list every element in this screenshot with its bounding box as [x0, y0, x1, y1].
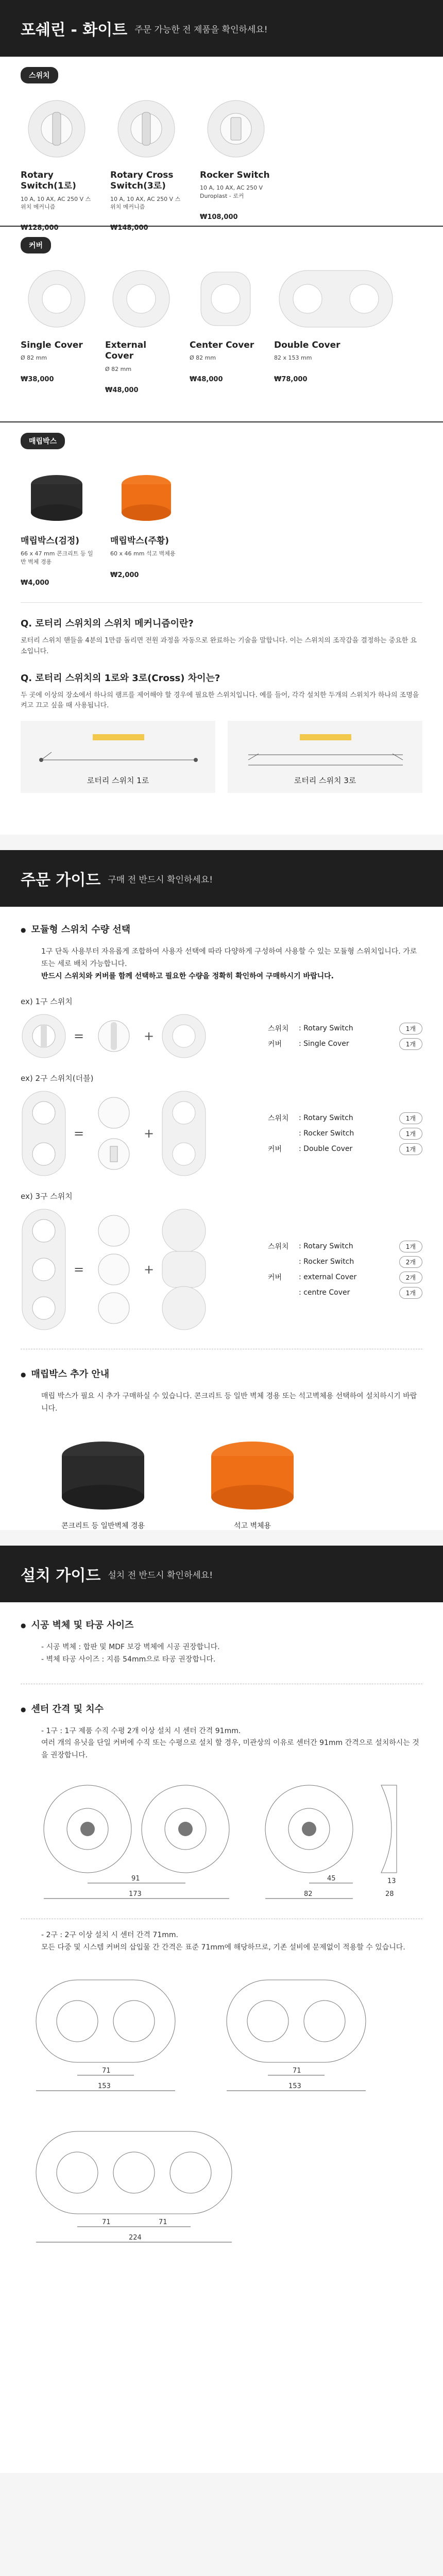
svg-text:45: 45	[327, 1874, 336, 1883]
product-rotary-cross-switch: Rotary Cross Switch(3로) 10 A, 10 AX, AC 250 V 스위치 메커니즘 ₩148,000	[110, 93, 185, 232]
product-center-cover: Center Cover Ø 82 mm ₩48,000	[190, 263, 262, 394]
svg-text:71: 71	[102, 2066, 111, 2075]
example-3-title: ex) 3구 스위치	[21, 1192, 73, 1201]
faq-a1: 로터리 스위치 핸들을 4분의 1만큼 돌리면 전원 과정을 자동으로 완료하는 기술을 말합니다. 이는 스위치의 조작감을 결정하는 중요한 요소입니다.	[21, 637, 417, 655]
order-guide-title: 주문 가이드	[21, 871, 101, 889]
dimension-drawing-3	[21, 2116, 422, 2250]
example-1: = + 스위치 : Rotary Switch 1개 커버 : Single Cover 1개	[21, 1013, 422, 1059]
svg-text:71: 71	[102, 2218, 111, 2226]
black-box-card: 콘크리트 등 일반벽체 경용	[41, 1428, 165, 1531]
order-guide-subtitle: 구매 전 반드시 확인하세요!	[108, 874, 213, 885]
product-single-cover: Single Cover Ø 82 mm ₩38,000	[21, 263, 93, 394]
orange-box-image	[110, 459, 182, 531]
install-guide-subtitle: 설치 전 반드시 확인하세요!	[108, 1570, 213, 1581]
product-double-cover: Double Cover 82 x 153 mm ₩78,000	[274, 263, 398, 394]
box-label: 매립박스	[21, 433, 65, 449]
install-guide-title: 설치 가이드	[21, 1567, 101, 1585]
svg-text:173: 173	[129, 1890, 142, 1898]
order-guide-section	[0, 907, 443, 1530]
single-cover-image	[21, 263, 93, 335]
dimension-drawing-1	[21, 1772, 422, 1906]
example-2-title: ex) 2구 스위치(더블)	[21, 1074, 94, 1083]
module-text: 1구 단독 사용부터 자유롭게 조합하여 사용자 선택에 따라 다양하게 구성하여 사용할 수 있는 모듈형 스위치입니다. 가로 또는 세로 배치 가능합니다.	[41, 947, 417, 968]
switch-section	[0, 57, 443, 232]
wall-heading: ● 시공 벽체 및 타공 사이즈	[21, 1618, 422, 1631]
double-cover-image	[274, 263, 398, 335]
page-title: 포쉐린 - 화이트	[21, 21, 128, 39]
orange-box-card: 석고 벽체용	[191, 1428, 314, 1531]
header-band	[0, 0, 443, 57]
box-heading: ● 매립박스 추가 안내	[21, 1367, 422, 1380]
svg-text:153: 153	[98, 2082, 111, 2090]
box-section	[0, 422, 443, 835]
center-heading: ● 센터 간격 및 치수	[21, 1702, 422, 1715]
example-1-title: ex) 1구 스위치	[21, 997, 73, 1007]
switch-label: 스위치	[21, 67, 58, 83]
svg-text:224: 224	[129, 2233, 142, 2242]
faq-block	[21, 602, 422, 798]
order-guide-band	[0, 850, 443, 907]
svg-text:28: 28	[385, 1890, 394, 1898]
faq-q1: Q. 로터리 스위치의 스위치 메커니즘이란?	[21, 618, 194, 630]
svg-text:71: 71	[293, 2066, 301, 2075]
product-box-orange: 매립박스(주황) 60 x 46 mm 석고 벽체용 ₩2,000	[110, 459, 185, 587]
example-3: = + 스위치 : Rotary Switch 1개 : Rocker Switch 2개 커버 : external Cover 2개 : centre Cover 1개	[21, 1208, 422, 1331]
product-external-cover: External Cover Ø 82 mm ₩48,000	[105, 263, 177, 394]
page-subtitle: 주문 가능한 전 제품을 확인하세요!	[134, 24, 268, 35]
module-heading: ● 모듈형 스위치 수량 선택	[21, 922, 422, 936]
svg-text:91: 91	[131, 1874, 140, 1883]
cover-label: 커버	[21, 237, 51, 253]
rotary-cross-switch-image	[110, 93, 182, 165]
install-guide-band	[0, 1546, 443, 1602]
product-rotary-switch: Rotary Switch(1로) 10 A, 10 AX, AC 250 V 스위치 메커니즘 ₩128,000	[21, 93, 96, 232]
black-box-image	[21, 459, 93, 531]
module-warning: 반드시 스위치와 커버를 함께 선택하고 필요한 수량을 정확히 확인하여 구매하시기 바랍니다.	[41, 972, 334, 980]
diagram-one-way: 로터리 스위치 1로	[21, 721, 215, 793]
rocker-switch-image	[200, 93, 272, 165]
example-2: = + 스위치 : Rotary Switch 1개 : Rocker Switch 1개 커버 : Double Cover 1개	[21, 1090, 422, 1177]
center-cover-image	[190, 263, 262, 335]
dimension-drawing-2	[21, 1964, 422, 2098]
product-box-black: 매립박스(검정) 66 x 47 mm 콘크리트 등 일반 벽체 경용 ₩4,000	[21, 459, 96, 587]
svg-text:153: 153	[288, 2082, 301, 2090]
cover-section	[0, 227, 443, 422]
svg-text:13: 13	[387, 1877, 396, 1885]
rotary-switch-image	[21, 93, 93, 165]
diagram-three-way: 로터리 스위치 3로	[228, 721, 422, 793]
faq-a2: 두 곳에 이상의 장소에서 하나의 램프를 제어해야 할 경우에 필요한 스위치입니다. 예를 들어, 각각 설치한 두개의 스위치가 하나의 조명을 켜고 끄고 싶을 때 사용됩니다.	[21, 691, 419, 710]
install-guide-section: ● 시공 벽체 및 타공 사이즈 - 시공 벽체 : 합판 및 MDF 보강 벽체에 시공 권장합니다. - 벽체 타공 사이즈 : 지름 54mm으로 타공 권장합니다. ● 센터 간격 및 치수 - 1구 : 1구 제품 수직 수평 2개 이상 설치 시 센터 간격 91mm. 여러 개의 유닛을 단일 커버에 수직 또는 수평으로 설치 할 경우, 미관상의 이유로 센터간 91mm 간격으로 설치하시는 것을 권장합니다. 91 173 45 82 13 28 - 2구 : 2구 이상 설치 시 센터 간격 71mm. 모든 다중 및 시스템 커버의 삽입물 간 간격은 표준 71mm에 해당하므로, 기존 설비에 문제없이 적용할 수 있습니다. 71 153 71 153 71 71 224	[0, 1602, 443, 2473]
faq-q2: Q. 로터리 스위치의 1로와 3로(Cross) 차이는?	[21, 672, 220, 684]
box-text: 매립 박스가 필요 시 추가 구매하실 수 있습니다. 콘크리트 등 일반 벽체 경용 또는 석고벽체용 선택하여 설치하시기 바랍니다.	[41, 1392, 417, 1413]
svg-text:71: 71	[159, 2218, 167, 2226]
svg-text:82: 82	[304, 1890, 313, 1898]
product-rocker-switch: Rocker Switch 10 A, 10 AX, AC 250 V Duroplast - 로커 ₩108,000	[200, 93, 275, 232]
external-cover-image	[105, 263, 177, 335]
